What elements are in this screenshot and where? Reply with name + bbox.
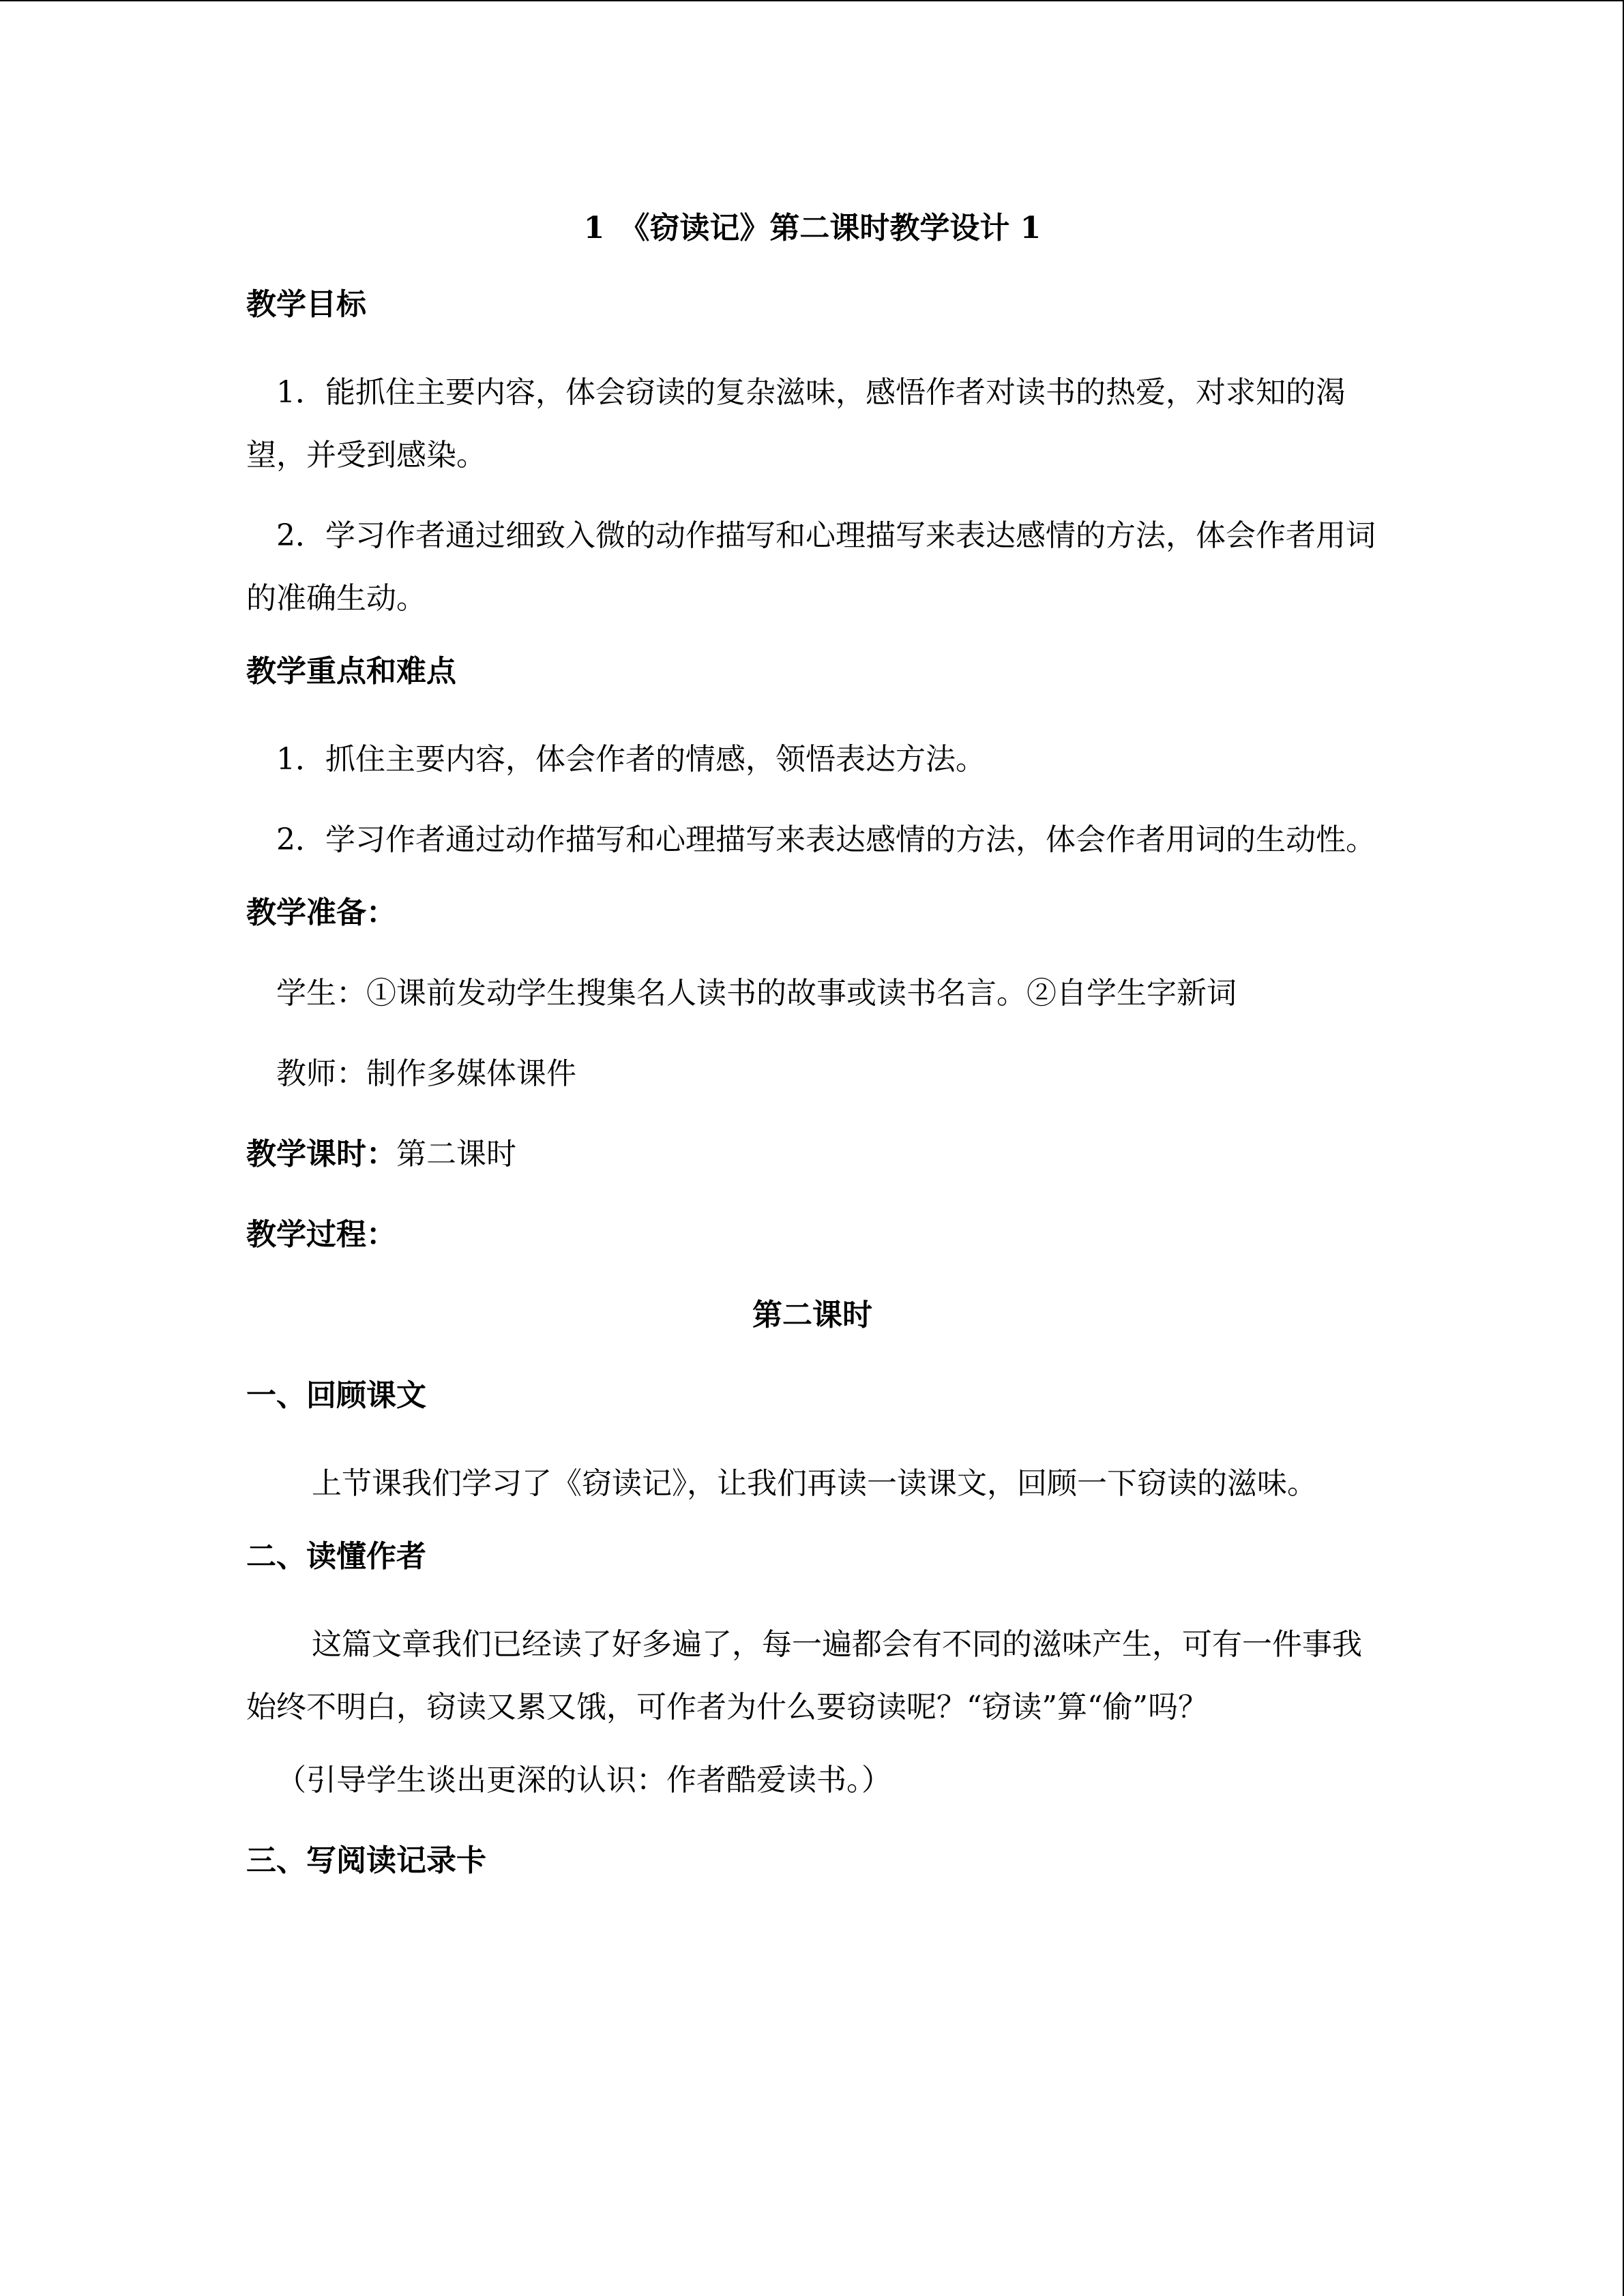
prep-teacher: 教师：制作多媒体课件 <box>276 1056 576 1091</box>
hours-label: 教学课时： <box>246 1137 396 1172</box>
objective-1: 1．能抓住主要内容，体会窃读的复杂滋味，感悟作者对读书的热爱，对求知的渴望，并受到感染。 <box>246 375 1346 473</box>
objective-2: 2．学习作者通过细致入微的动作描写和心理描写来表达感情的方法，体会作者用词的准确生动。 <box>246 518 1376 616</box>
keypoints-heading: 教学重点和难点 <box>246 654 456 689</box>
part3-heading: 三、写阅读记录卡 <box>246 1843 486 1878</box>
part1-text: 上节课我们学习了《窃读记》，让我们再读一读课文，回顾一下窃读的滋味。 <box>312 1466 1317 1501</box>
prep-student: 学生：①课前发动学生搜集名人读书的故事或读书名言。②自学生字新词 <box>276 976 1237 1011</box>
lesson-title: 第二课时 <box>752 1298 872 1332</box>
part2-note: （引导学生谈出更深的认识：作者酷爱读书。） <box>276 1763 891 1798</box>
document-body <box>246 205 1378 1918</box>
keypoint-2: 2．学习作者通过动作描写和心理描写来表达感情的方法，体会作者用词的生动性。 <box>276 822 1376 857</box>
keypoint-1: 1．抓住主要内容，体会作者的情感，领悟表达方法。 <box>276 742 986 777</box>
part2-heading: 二、读懂作者 <box>246 1539 426 1574</box>
hours-value: 第二课时 <box>396 1137 516 1172</box>
process-heading: 教学过程： <box>246 1217 396 1252</box>
objectives-heading: 教学目标 <box>246 287 366 322</box>
part2-text: 这篇文章我们已经读了好多遍了，每一遍都会有不同的滋味产生，可有一件事我始终不明白，窃读又累又饿，可作者为什么要窃读呢？“窃读”算“偷”吗？ <box>246 1627 1362 1725</box>
part1-heading: 一、回顾课文 <box>246 1378 426 1413</box>
prep-heading: 教学准备： <box>246 895 396 930</box>
document-title: 1 《窃读记》第二课时教学设计 1 <box>583 211 1042 245</box>
hours-line <box>246 1131 1378 1178</box>
